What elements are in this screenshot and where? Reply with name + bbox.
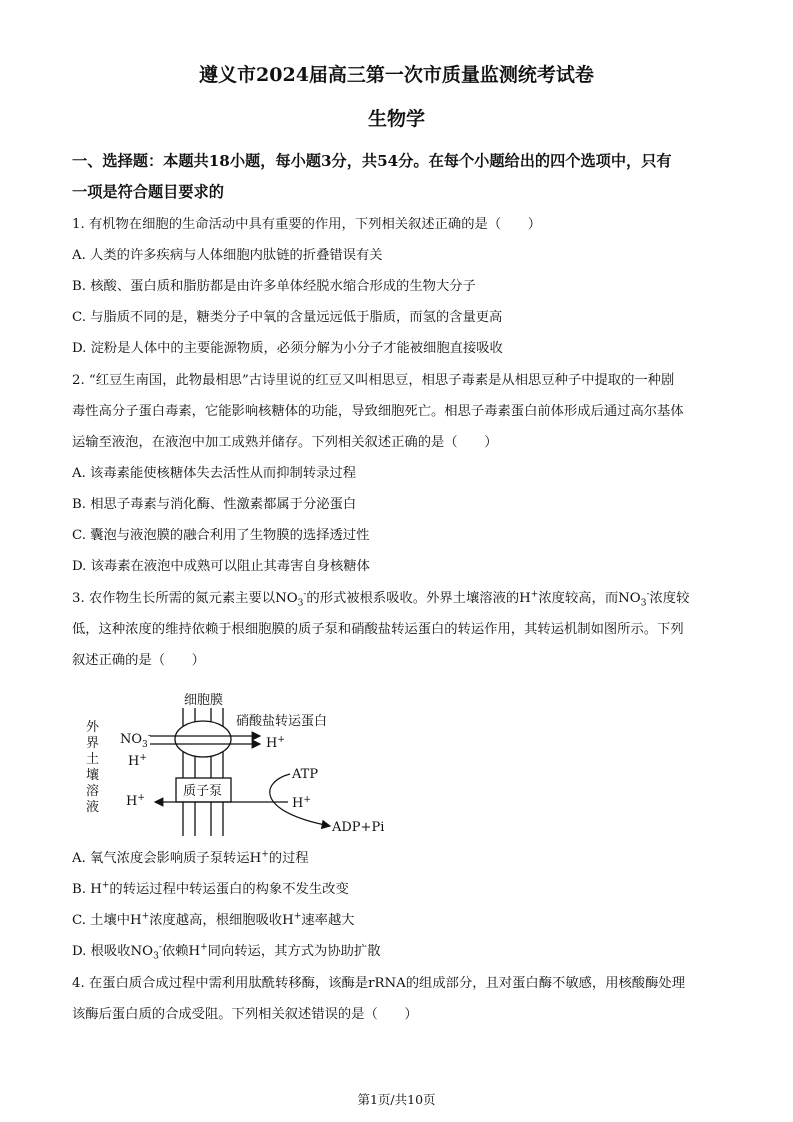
nitrate-transporter — [175, 721, 231, 757]
section-heading-cont: 一项是符合题目要求的 — [72, 183, 224, 201]
q2-stem-1: 2. “红豆生南国，此物最相思”古诗里说的红豆又叫相思豆，相思子毒素是从相思豆种子中提取的一种剧 — [72, 373, 675, 388]
q1-option-a: A. 人类的许多疾病与人体细胞内肽链的折叠错误有关 — [72, 248, 383, 263]
q1-option-b: B. 核酸、蛋白质和脂肪都是由许多单体经脱水缩合形成的生物大分子 — [72, 279, 476, 294]
h-outside-label-1: H+ — [128, 753, 147, 769]
svg-text:液: 液 — [86, 800, 100, 815]
transport-diagram — [80, 686, 400, 838]
no3-label: $NO_3^-$ — [120, 731, 151, 750]
adp-label: ADP+Pi — [332, 820, 385, 835]
subject-title: 生物学 — [367, 108, 425, 130]
proton-pump-label: 质子泵 — [183, 784, 223, 799]
section-heading: 一、选择题：本题共18小题，每小题3分，共54分。在每个小题给出的四个选项中，只有 — [72, 152, 672, 170]
q1-option-d: D. 淀粉是人体中的主要能源物质，必须分解为小分子才能被细胞直接吸收 — [72, 341, 503, 356]
page-number: 第1页/共10页 — [357, 1092, 436, 1107]
outside-label — [86, 720, 100, 815]
q4-stem-1: 4. 在蛋白质合成过程中需利用肽酰转移酶，该酶是rRNA的组成部分，且对蛋白酶不敏感，用核酸酶处理 — [72, 976, 685, 991]
svg-text:溶: 溶 — [86, 784, 100, 799]
q1-stem: 1. 有机物在细胞的生命活动中具有重要的作用，下列相关叙述正确的是（ ） — [72, 217, 542, 232]
q1-option-c: C. 与脂质不同的是，糖类分子中氧的含量远远低于脂质，而氢的含量更高 — [72, 310, 503, 325]
atp-label: ATP — [292, 767, 319, 782]
q3-option-b: B. H+的转运过程中转运蛋白的构象不发生改变 — [72, 880, 349, 897]
q3-option-d: D. 根吸收$NO_3^-$依赖H+同向转运，其方式为协助扩散 — [72, 942, 381, 962]
svg-text:外: 外 — [86, 720, 100, 735]
exam-title: 遵义市2024届高三第一次市质量监测统考试卷 — [199, 64, 594, 86]
q3-option-a: A. 氧气浓度会影响质子泵转运H+的过程 — [72, 849, 309, 866]
q2-option-d: D. 该毒素在液泡中成熟可以阻止其毒害自身核糖体 — [72, 559, 370, 574]
q3-stem-1: 3. 农作物生长所需的氮元素主要以$NO_3^-$的形式被根系吸收。外界土壤溶液的H+浓度较高，而$NO_3^-$浓度较 — [72, 589, 690, 609]
q2-option-c: C. 囊泡与液泡膜的融合利用了生物膜的选择透过性 — [72, 528, 370, 543]
q4-stem-2: 该酶后蛋白质的合成受阻。下列相关叙述错误的是（ ） — [72, 1007, 418, 1022]
q3-stem-2: 低，这种浓度的维持依赖于根细胞膜的质子泵和硝酸盐转运蛋白的转运作用，其转运机制如图所示。下列 — [72, 622, 684, 637]
q2-stem-3: 运输至液泡，在液泡中加工成熟并储存。下列相关叙述正确的是（ ） — [72, 435, 498, 450]
h-inside-label: H+ — [266, 735, 285, 751]
q2-option-a: A. 该毒素能使核糖体失去活性从而抑制转录过程 — [72, 466, 356, 481]
h-pump-label: H+ — [292, 795, 311, 811]
h-outside-label-2: H+ — [126, 793, 145, 809]
svg-text:界: 界 — [86, 736, 100, 751]
transporter-label: 硝酸盐转运蛋白 — [236, 714, 328, 729]
q2-stem-2: 毒性高分子蛋白毒素，它能影响核糖体的功能，导致细胞死亡。相思子毒素蛋白前体形成后通过高尔基体 — [72, 404, 684, 419]
svg-text:壤: 壤 — [86, 768, 100, 783]
q2-option-b: B. 相思子毒素与消化酶、性激素都属于分泌蛋白 — [72, 497, 357, 512]
membrane-label: 细胞膜 — [184, 693, 224, 708]
q3-stem-3: 叙述正确的是（ ） — [72, 653, 205, 668]
q3-option-c: C. 土壤中H+浓度越高，根细胞吸收H+速率越大 — [72, 911, 355, 928]
svg-text:土: 土 — [86, 752, 100, 767]
